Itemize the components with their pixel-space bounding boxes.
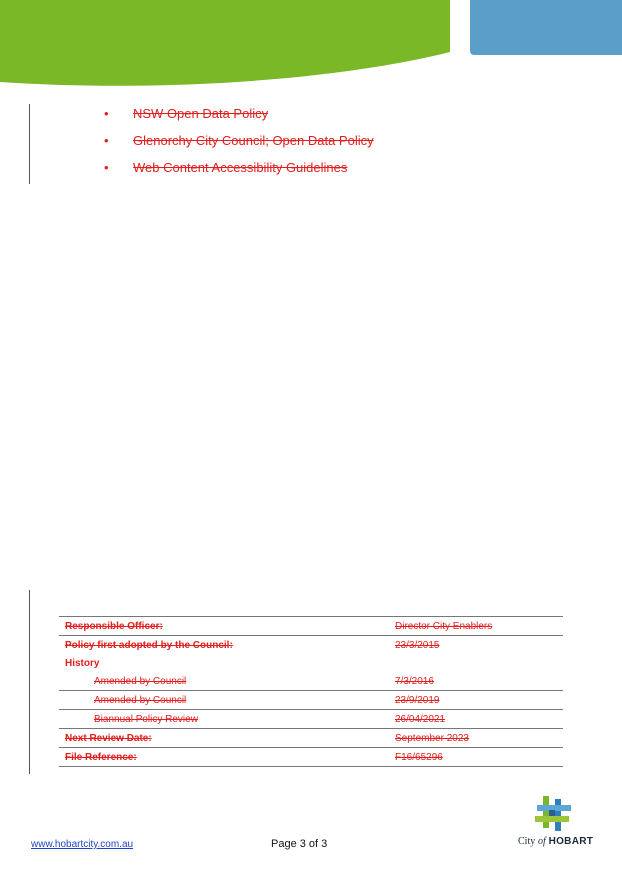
table-row [59,636,563,655]
logo-of-text: of [538,836,546,847]
website-link[interactable]: www.hobartcity.com.au [31,839,134,850]
next-review-value: September 2023 [389,729,563,748]
table-row [59,691,563,710]
bullet: • [104,133,109,148]
table-row [59,710,563,729]
file-reference-label: File Reference: [59,748,389,767]
table-row [59,617,563,636]
first-adopted-label: Policy first adopted by the Council: [65,639,233,651]
reference-text: Web Content Accessibility Guidelines [133,160,348,175]
reference-text: Glenorchy City Council; Open Data Policy [133,133,374,148]
history-item-value: 23/9/2019 [389,691,563,710]
policy-details-table [59,616,563,767]
revision-bar [29,104,30,184]
revision-bar [29,590,30,774]
history-item-label: Biannual Policy Review [59,710,389,729]
next-review-label: Next Review Date: [59,729,389,748]
table-row [59,672,563,691]
history-item-label: Amended by Council [59,691,389,710]
history-item-label: Amended by Council [59,672,389,691]
header-green-banner [0,0,450,92]
logo-city-text: City [518,836,536,847]
history-item-value: 26/04/2021 [389,710,563,729]
bullet: • [104,106,109,121]
list-item [104,100,374,127]
file-reference-value: F16/65296 [389,748,563,767]
page-number: Page 3 of 3 [271,838,328,850]
history-label: History [65,657,100,669]
reference-text: NSW Open Data Policy [133,106,269,121]
bullet: • [104,160,109,175]
logo-hobart-text: HOBART [548,836,594,847]
list-item [104,154,374,181]
header-blue-banner [470,0,622,55]
first-adopted-value: 23/3/2015 [395,639,440,651]
references-list [104,100,374,181]
responsible-officer-label: Responsible Officer: [59,617,389,636]
logo-wordmark [518,836,593,847]
table-row [59,654,563,672]
responsible-officer-value: Director City Enablers [389,617,563,636]
list-item [104,127,374,154]
table-row [59,729,563,748]
table-row [59,748,563,767]
history-item-value: 7/3/2016 [389,672,563,691]
